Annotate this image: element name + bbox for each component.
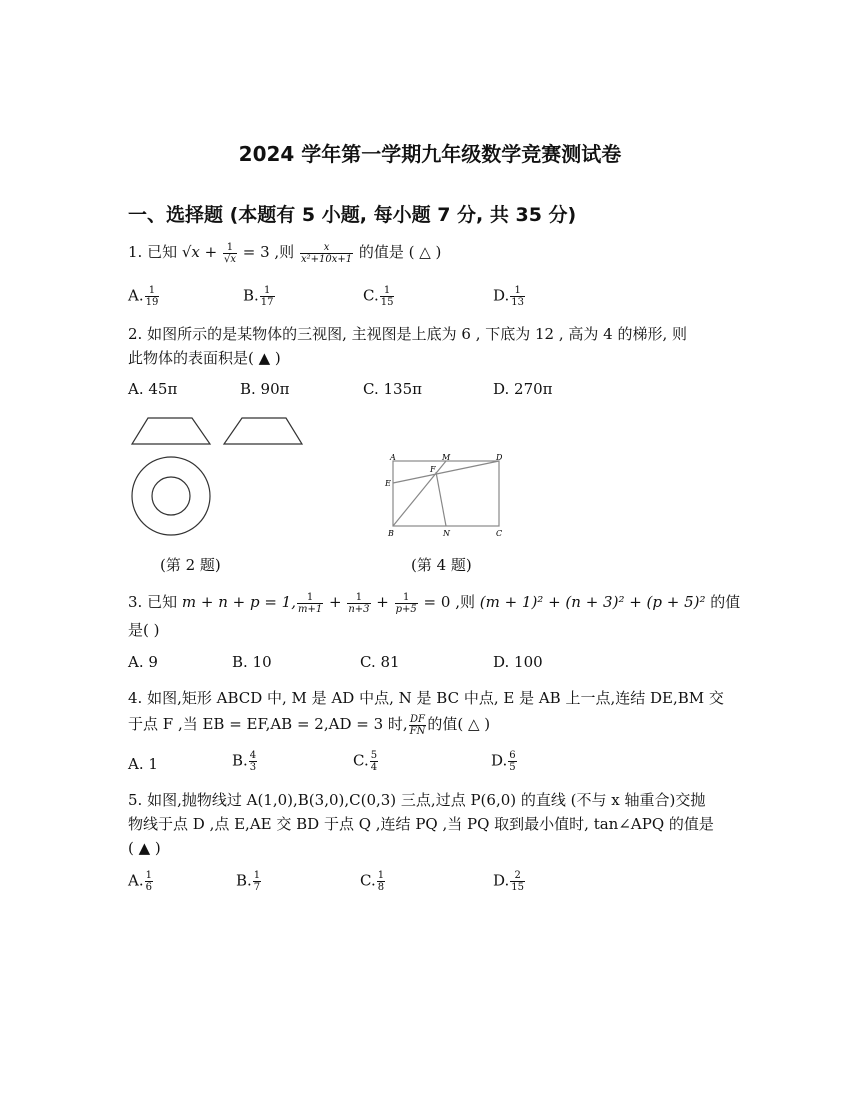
q2-option-d: D. 270π: [493, 380, 553, 398]
q2-option-a: A. 45π: [128, 380, 178, 398]
label-m: M: [442, 453, 451, 462]
q1-mid: = 3 ,则: [238, 243, 299, 261]
rectangle-abcd: [393, 461, 499, 526]
q4-line1: 4. 如图,矩形 ABCD 中, M 是 AD 中点, N 是 BC 中点, E 是 AB 上一点,连结 DE,BM 交: [128, 689, 724, 707]
q3-option-a: A. 9: [128, 653, 158, 671]
q5-line3: ( ▲ ): [128, 839, 161, 857]
q4-line2: 于点 F ,当 EB = EF,AB = 2,AD = 3 时, $\frac{DF}{FN}$ 的值( △ ): [128, 713, 491, 737]
page-title: 2024 学年第一学期九年级数学竞赛测试卷: [238, 142, 622, 166]
q1-option-a: A. $\frac{1}{19}$: [128, 285, 159, 308]
q1-frac2: [300, 242, 353, 265]
q2-line1: 2. 如图所示的是某物体的三视图, 主视图是上底为 6 , 下底为 12 , 高为 4 的梯形, 则: [128, 325, 688, 343]
q3-option-c: C. 81: [360, 653, 400, 671]
q5-option-b: B. $\frac{1}{7}$: [236, 870, 261, 893]
label-b: B: [388, 529, 394, 538]
q1-frac1-den: √x: [223, 253, 236, 265]
q3-option-b: B. 10: [232, 653, 272, 671]
section-heading: 一、选择题 (本题有 5 小题, 每小题 7 分, 共 35 分): [128, 204, 577, 226]
label-f: F: [430, 465, 436, 474]
q4-option-d: D. $\frac{6}{5}$: [491, 750, 516, 773]
q1-frac1-num: 1: [223, 242, 237, 254]
segment-bm: [393, 461, 446, 526]
q1-frac2-num: x: [300, 242, 353, 254]
segment-de: [393, 461, 499, 483]
q1-option-d: D. $\frac{1}{13}$: [493, 285, 524, 308]
label-d: D: [496, 453, 503, 462]
q5-option-c: C. $\frac{1}{8}$: [360, 870, 385, 893]
segment-fn: [436, 472, 446, 526]
q4-option-c: C. $\frac{5}{4}$: [353, 750, 378, 773]
q2-option-b: B. 90π: [240, 380, 290, 398]
q3-line2: 是( ): [128, 621, 160, 639]
q2-option-c: C. 135π: [363, 380, 422, 398]
q5-line2: 物线于点 D ,点 E,AE 交 BD 于点 Q ,连结 PQ ,当 PQ 取到最小值时, tan∠APQ 的值是: [128, 815, 714, 833]
label-e: E: [385, 479, 391, 488]
q3-option-d: D. 100: [493, 653, 543, 671]
q1-frac2-den: x²+10x+1: [300, 253, 353, 265]
q1-option-c: C. $\frac{1}{15}$: [363, 285, 394, 308]
q4-option-b: B. $\frac{4}{3}$: [232, 750, 257, 773]
q2-line2: 此物体的表面积是( ▲ ): [128, 349, 281, 367]
figure-2-three-views: [128, 410, 318, 545]
question-3: 3. 已知 m + n + p = 1, $\frac{1}{m+1}$ + $\frac{1}{n+3}$ + $\frac{1}{p+5}$ = 0 ,则 (m + 1)² + (n + 3)² + (p + 5)² 的值: [128, 591, 741, 615]
question-1: [128, 240, 441, 265]
label-a: A: [390, 453, 396, 462]
caption-figure-4: (第 4 题): [411, 556, 472, 574]
q5-option-a: A. $\frac{1}{6}$: [128, 870, 152, 893]
label-n: N: [443, 529, 450, 538]
top-view-inner-circle: [152, 477, 190, 515]
q1-expr: √x +: [181, 243, 222, 261]
q5-option-d: D. $\frac{2}{15}$: [493, 870, 524, 893]
caption-figure-2: (第 2 题): [160, 556, 221, 574]
q1-frac1: [223, 242, 237, 265]
figure-4-rectangle: [380, 450, 510, 540]
side-view-trapezoid: [224, 418, 302, 444]
q4-option-a: A. 1: [128, 755, 158, 773]
front-view-trapezoid: [132, 418, 210, 444]
q1-suffix: 的值是 ( △ ): [354, 243, 442, 261]
label-c: C: [496, 529, 503, 538]
q1-prefix: 1. 已知: [128, 243, 182, 261]
q5-line1: 5. 如图,抛物线过 A(1,0),B(3,0),C(0,3) 三点,过点 P(6,0) 的直线 (不与 x 轴重合)交抛: [128, 791, 706, 809]
top-view-outer-circle: [132, 457, 210, 535]
q1-option-b: B. $\frac{1}{17}$: [243, 285, 274, 308]
